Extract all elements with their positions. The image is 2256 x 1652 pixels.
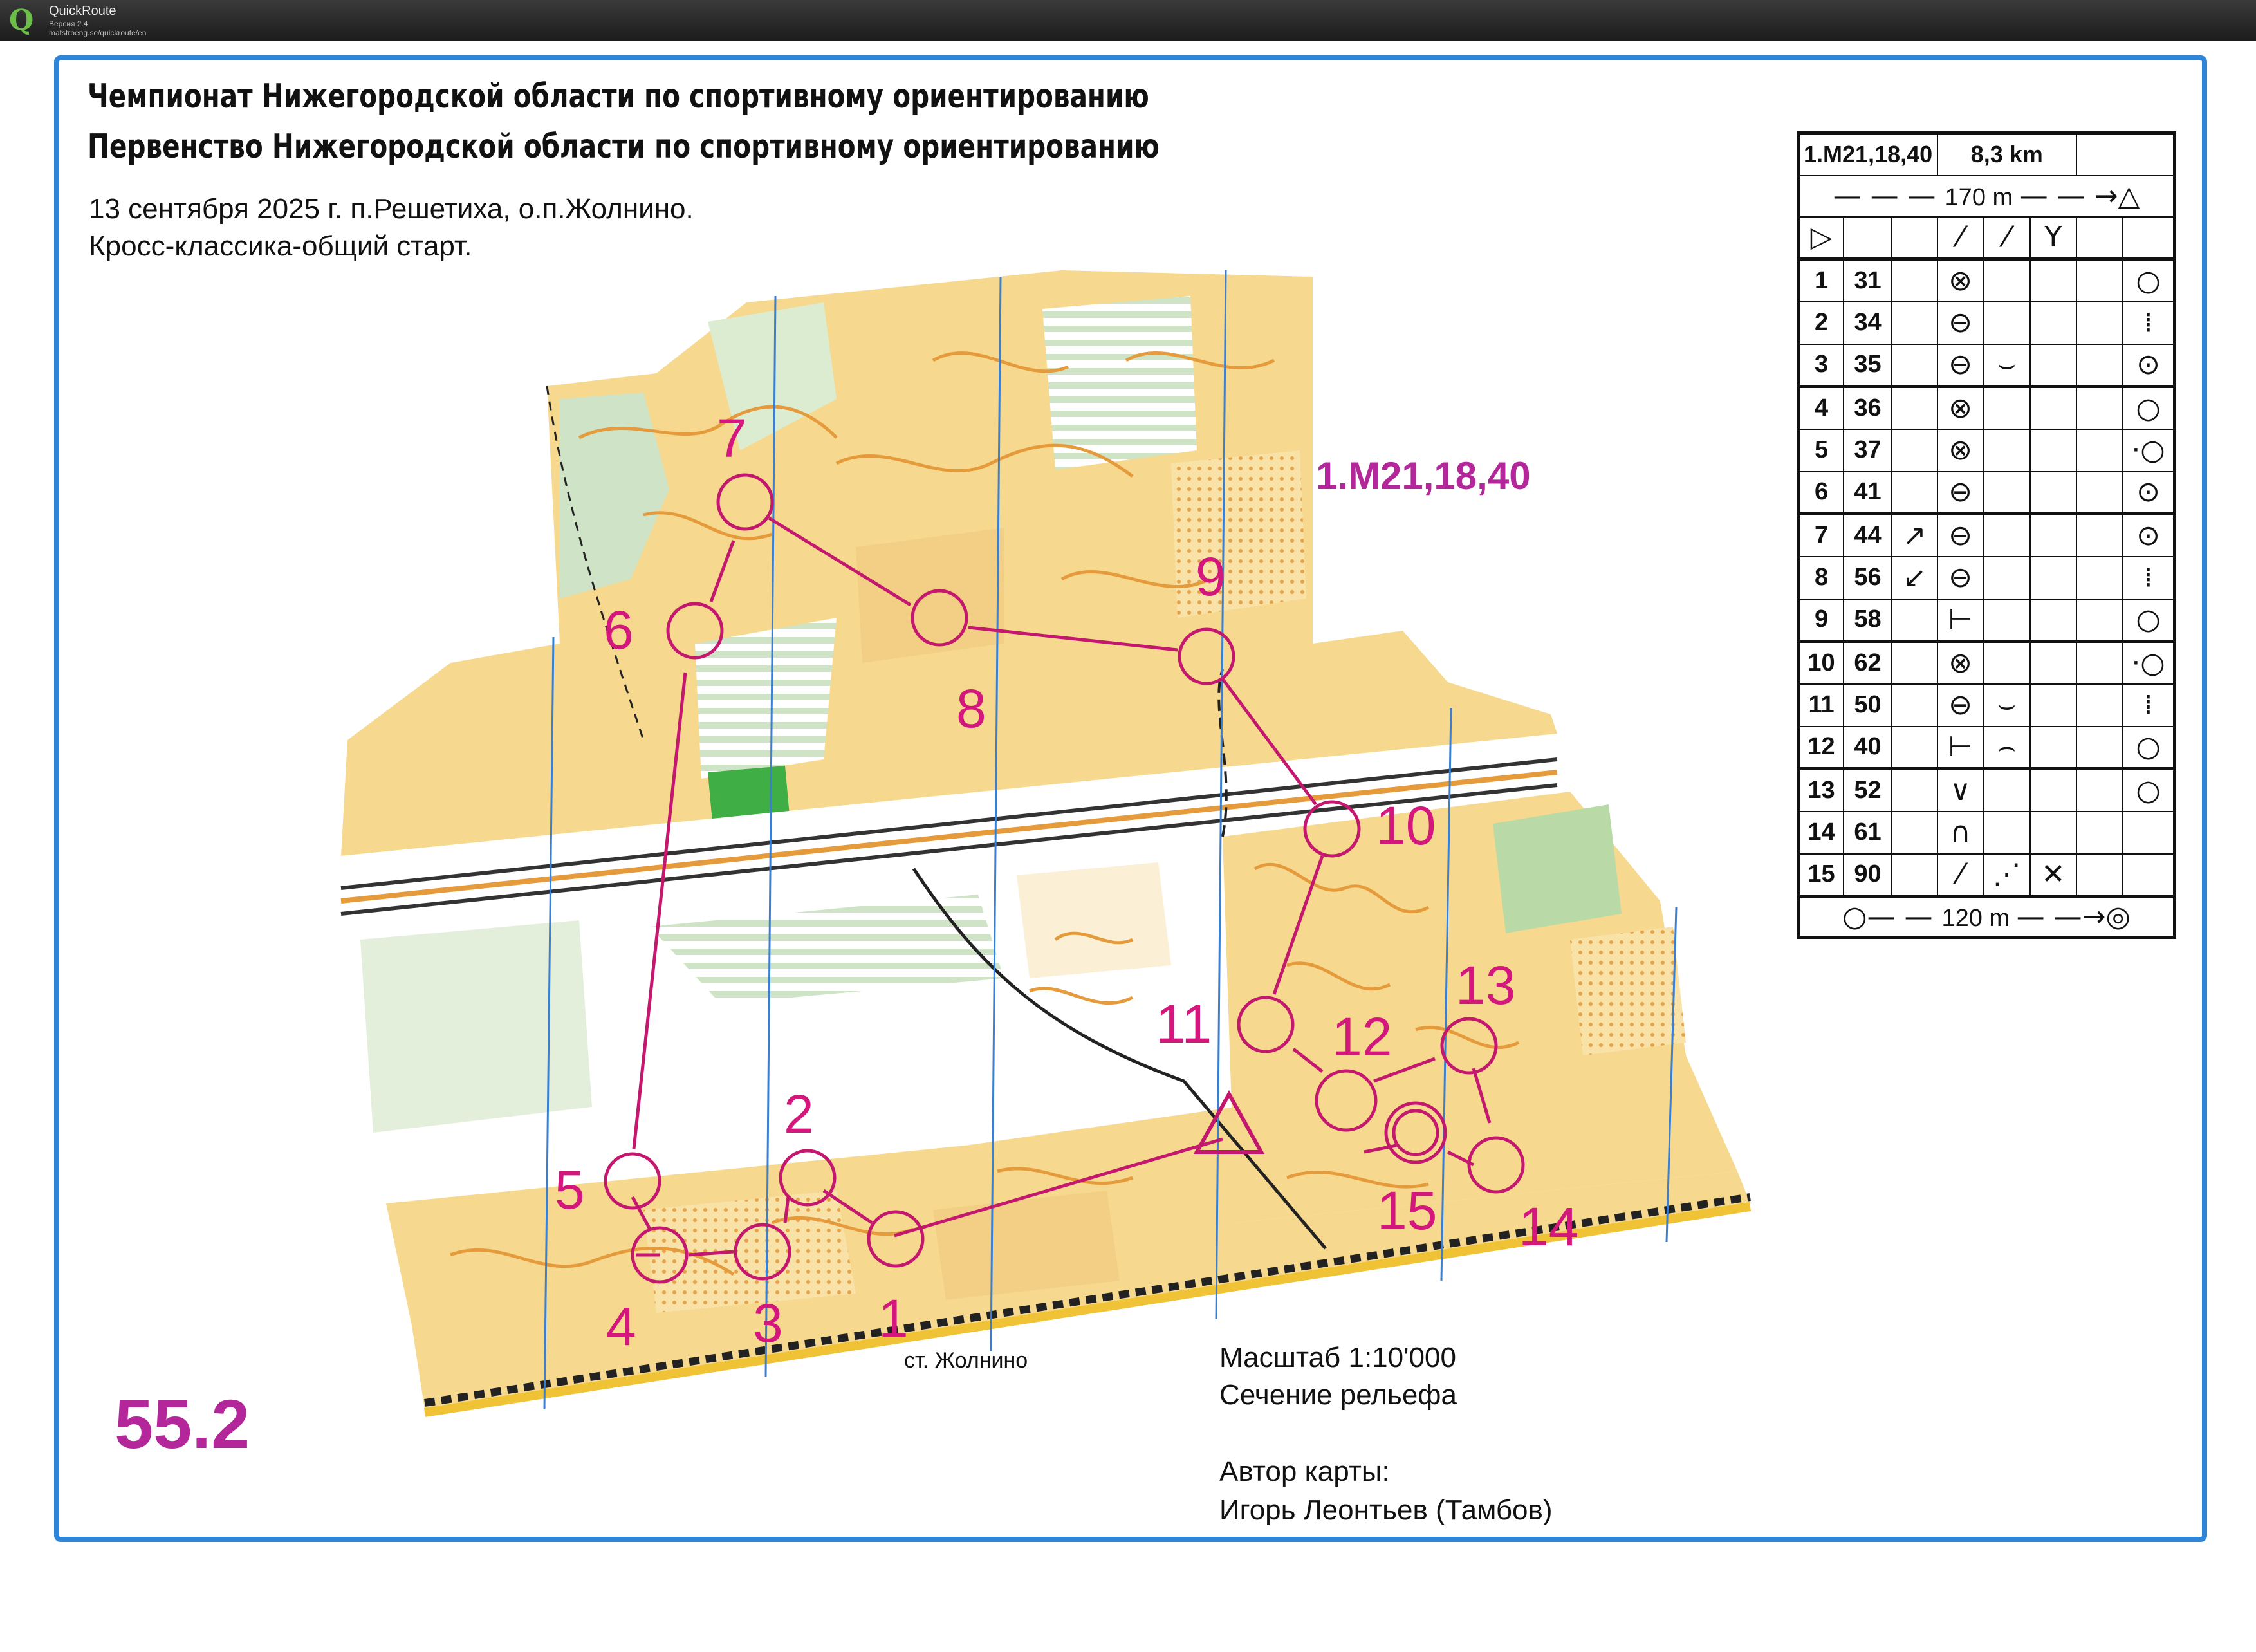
desc-code: 56 bbox=[1844, 557, 1892, 599]
feature-icon: ⊖ bbox=[1937, 344, 1984, 387]
feature-icon: ⊖ bbox=[1937, 472, 1984, 514]
control-number: 8 bbox=[956, 678, 986, 739]
event-date-place: 13 сентября 2025 г. п.Решетиха, о.п.Жолнино. bbox=[89, 193, 694, 225]
position-icon: ○ bbox=[2123, 599, 2174, 642]
position-icon: ⊙ bbox=[2123, 514, 2174, 557]
control-number: 11 bbox=[1156, 994, 1212, 1054]
desc-seq: 10 bbox=[1798, 642, 1844, 684]
desc-start-tape-distance: 170 m bbox=[1945, 184, 2013, 211]
desc-seq: 3 bbox=[1798, 344, 1844, 387]
detail-icon: ⌣ bbox=[1984, 684, 2030, 727]
desc-code: 61 bbox=[1844, 812, 1892, 854]
event-format: Кросс-классика-общий старт. bbox=[89, 230, 472, 262]
control-number: 10 bbox=[1376, 795, 1436, 856]
desc-code: 50 bbox=[1844, 684, 1892, 727]
contour-interval: Сечение рельефа bbox=[1219, 1379, 1457, 1411]
desc-seq: 8 bbox=[1798, 557, 1844, 599]
feature-icon: ∩ bbox=[1937, 812, 1984, 854]
control-number: 12 bbox=[1332, 1007, 1392, 1067]
slope-icon: ⁄ bbox=[1937, 217, 1984, 259]
desc-seq: 1 bbox=[1798, 259, 1844, 302]
direction-ne-icon: ↗ bbox=[1892, 514, 1937, 557]
feature-icon: ⊖ bbox=[1937, 684, 1984, 727]
desc-code: 58 bbox=[1844, 599, 1892, 642]
desc-code: 41 bbox=[1844, 472, 1892, 514]
control-number: 15 bbox=[1377, 1180, 1438, 1241]
control-number: 14 bbox=[1519, 1196, 1579, 1257]
control-number: 2 bbox=[784, 1084, 814, 1144]
crossing-icon: ✕ bbox=[2030, 854, 2076, 896]
control-number: 3 bbox=[753, 1293, 783, 1353]
position-icon: ○ bbox=[2123, 727, 2174, 769]
map-number: 55.2 bbox=[115, 1385, 250, 1463]
desc-code: 62 bbox=[1844, 642, 1892, 684]
feature-icon: ⊖ bbox=[1937, 557, 1984, 599]
map-title-line2: Первенство Нижегородской области по спортивному ориентированию bbox=[88, 127, 1160, 166]
junction-icon: Y bbox=[2030, 217, 2076, 259]
control-number: 13 bbox=[1456, 955, 1516, 1016]
course-class-label: 1.M21,18,40 bbox=[1316, 454, 1531, 497]
app-url: matstroeng.se/quickroute/en bbox=[49, 28, 147, 37]
app-name: QuickRoute bbox=[49, 4, 116, 18]
feature-icon: ⊗ bbox=[1937, 259, 1984, 302]
feature-icon: ⊗ bbox=[1937, 429, 1984, 472]
finish-icon: — —→◎ bbox=[2016, 900, 2131, 933]
control-description-table bbox=[1797, 131, 2176, 939]
position-icon: ·○ bbox=[2123, 642, 2174, 684]
control-number: 1 bbox=[878, 1288, 909, 1349]
feature-icon: ⊖ bbox=[1937, 514, 1984, 557]
control-number: 4 bbox=[606, 1296, 636, 1357]
control-number: 9 bbox=[1196, 546, 1226, 607]
control-number: 6 bbox=[604, 600, 634, 660]
position-icon: ⊙ bbox=[2123, 472, 2174, 514]
detail-icon: ⌣ bbox=[1984, 344, 2030, 387]
control-number: 5 bbox=[555, 1160, 585, 1220]
desc-seq: 5 bbox=[1798, 429, 1844, 472]
start-triangle-icon: ▷ bbox=[1798, 217, 1844, 259]
desc-code: 40 bbox=[1844, 727, 1892, 769]
position-icon: ○ bbox=[2123, 259, 2174, 302]
feature-icon: ⊗ bbox=[1937, 642, 1984, 684]
desc-finish-tape bbox=[1798, 896, 2175, 938]
desc-seq: 2 bbox=[1798, 302, 1844, 344]
desc-code: 34 bbox=[1844, 302, 1892, 344]
desc-start-tape bbox=[1798, 176, 2175, 217]
detail-icon: ⌢ bbox=[1984, 727, 2030, 769]
desc-code: 90 bbox=[1844, 854, 1892, 896]
desc-code: 37 bbox=[1844, 429, 1892, 472]
feature-icon: ∨ bbox=[1937, 769, 1984, 812]
control-number: 7 bbox=[717, 408, 747, 469]
position-icon: ○ bbox=[2123, 769, 2174, 812]
desc-code: 52 bbox=[1844, 769, 1892, 812]
desc-seq: 4 bbox=[1798, 387, 1844, 429]
desc-seq: 9 bbox=[1798, 599, 1844, 642]
quickroute-q-icon: Q bbox=[9, 4, 34, 37]
station-label: ст. Жолнино bbox=[904, 1348, 1028, 1373]
desc-class: 1.M21,18,40 bbox=[1798, 133, 1937, 176]
desc-code: 31 bbox=[1844, 259, 1892, 302]
desc-code: 44 bbox=[1844, 514, 1892, 557]
map-scale: Масштаб 1:10'000 bbox=[1219, 1342, 1456, 1373]
desc-finish-tape-distance: 120 m bbox=[1941, 905, 2010, 932]
position-icon: ⊙ bbox=[2123, 344, 2174, 387]
desc-seq: 11 bbox=[1798, 684, 1844, 727]
feature-icon: ⊢ bbox=[1937, 727, 1984, 769]
desc-code: 35 bbox=[1844, 344, 1892, 387]
desc-seq: 6 bbox=[1798, 472, 1844, 514]
feature-icon: ⊗ bbox=[1937, 387, 1984, 429]
position-icon: ○ bbox=[2123, 387, 2174, 429]
app-version: Версия 2.4 bbox=[49, 19, 88, 28]
author-name: Игорь Леонтьев (Тамбов) bbox=[1219, 1494, 1553, 1526]
slope-icon: ⁄ bbox=[1984, 217, 2030, 259]
feature-icon: ⊢ bbox=[1937, 599, 1984, 642]
map-title-line1: Чемпионат Нижегородской области по спортивному ориентированию bbox=[88, 77, 1149, 116]
taped-route-icon: ⋰ bbox=[1984, 854, 2030, 896]
last-control-circle-icon: ○— — bbox=[1842, 900, 1942, 933]
author-label: Автор карты: bbox=[1219, 1456, 1390, 1487]
taped-route-icon: ⁄ bbox=[1937, 854, 1984, 896]
direction-sw-icon: ↙ bbox=[1892, 557, 1937, 599]
desc-seq: 7 bbox=[1798, 514, 1844, 557]
desc-seq: 15 bbox=[1798, 854, 1844, 896]
desc-seq: 14 bbox=[1798, 812, 1844, 854]
desc-seq: 13 bbox=[1798, 769, 1844, 812]
position-icon: ⁞ bbox=[2123, 684, 2174, 727]
dash-line-icon: — — — bbox=[1833, 180, 1945, 212]
desc-code: 36 bbox=[1844, 387, 1892, 429]
position-icon: ·○ bbox=[2123, 429, 2174, 472]
desc-seq: 12 bbox=[1798, 727, 1844, 769]
position-icon: ⁞ bbox=[2123, 302, 2174, 344]
desc-length: 8,3 km bbox=[1937, 133, 2076, 176]
position-icon: ⁞ bbox=[2123, 557, 2174, 599]
feature-icon: ⊖ bbox=[1937, 302, 1984, 344]
arrow-to-start-icon: — — →△ bbox=[2019, 180, 2140, 212]
